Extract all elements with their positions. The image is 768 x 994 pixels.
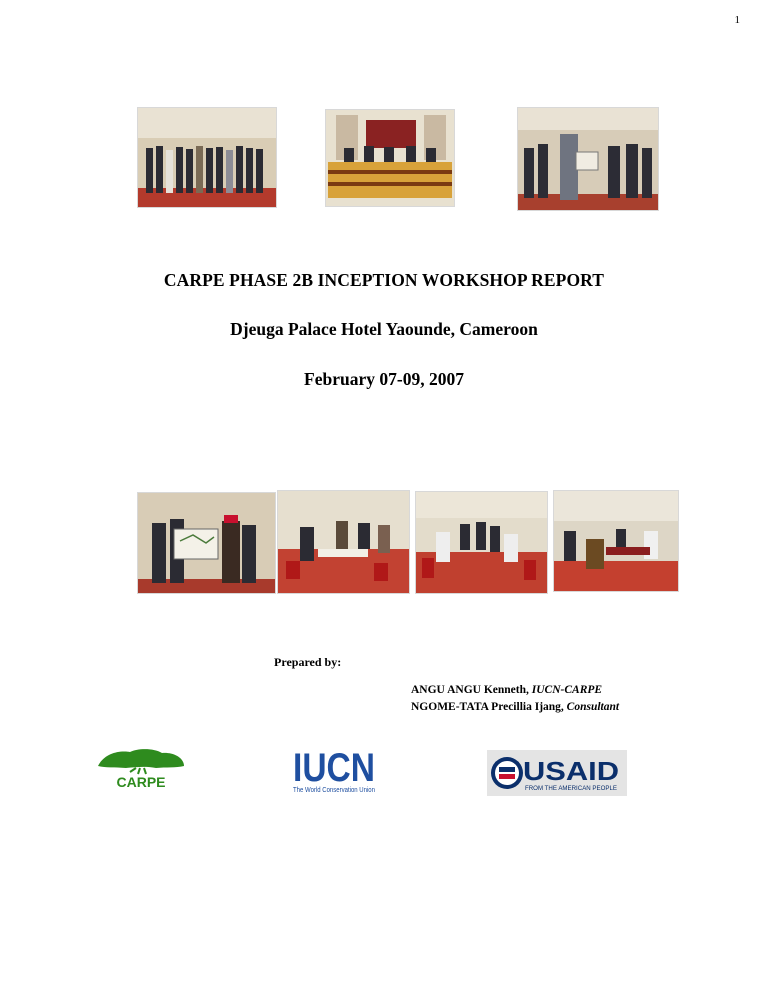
photo-breakout-group-1	[277, 490, 410, 594]
photo-head-table	[325, 109, 455, 207]
carpe-logo-text: CARPE	[116, 774, 166, 790]
prepared-by-label: Prepared by:	[274, 655, 342, 669]
photo-map-display	[137, 492, 276, 594]
iucn-logo	[291, 745, 377, 795]
photo-group-standing	[137, 107, 277, 208]
venue-line: Djeuga Palace Hotel Yaounde, Cameroon	[230, 319, 538, 339]
author-line	[411, 684, 602, 696]
carpe-logo	[96, 748, 186, 792]
author-line	[411, 701, 619, 713]
photo-breakout-group-2	[415, 491, 548, 594]
author-name: ANGU ANGU Kenneth,	[411, 684, 532, 696]
iucn-logo-text: IUCN	[293, 746, 375, 790]
usaid-logo	[487, 750, 627, 796]
author-affiliation: IUCN-CARPE	[531, 684, 603, 696]
usaid-logo-text: USAID	[523, 756, 619, 786]
author-name: NGOME-TATA Precillia Ijang,	[411, 701, 567, 713]
author-affiliation: Consultant	[566, 701, 620, 713]
photo-presentation-gift	[517, 107, 659, 211]
photo-breakout-group-3	[553, 490, 679, 592]
usaid-logo-subtitle: FROM THE AMERICAN PEOPLE	[525, 786, 617, 792]
report-title: CARPE PHASE 2B INCEPTION WORKSHOP REPORT	[163, 270, 605, 290]
date-line: February 07-09, 2007	[304, 369, 464, 389]
iucn-logo-subtitle: The World Conservation Union	[293, 787, 376, 794]
page-number: 1	[734, 14, 740, 26]
